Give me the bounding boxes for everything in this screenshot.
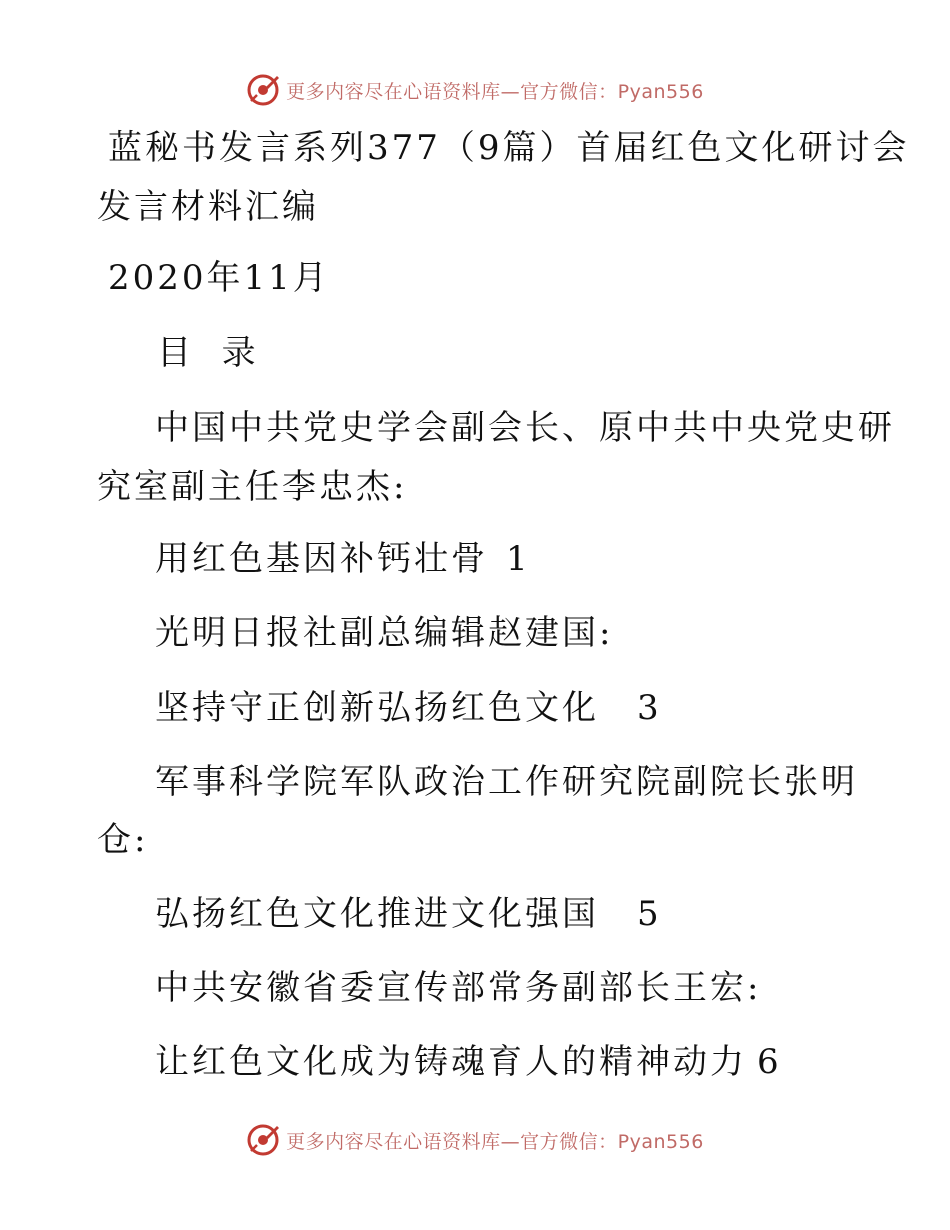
toc-entry-3-speaker-line-2: 仓: [97,820,149,860]
toc-entry-3-page: 5 [637,894,662,934]
toc-entry-3[interactable] [155,894,662,934]
toc-entry-2[interactable] [155,688,662,728]
toc-entry-2-page: 3 [637,688,662,728]
toc-entry-4-title: 让红色文化成为铸魂育人的精神动力 [155,1042,747,1082]
header-banner-content [246,73,704,107]
toc-entry-1-page: 1 [506,539,531,579]
document-title-line-2: 发言材料汇编 [97,187,319,227]
toc-entry-2-speaker-line-1: 光明日报社副总编辑赵建国: [155,613,614,653]
toc-entry-1[interactable] [155,539,531,579]
footer-banner-content [246,1123,704,1157]
toc-entry-1-title: 用红色基因补钙壮骨 [155,539,488,579]
toc-entry-1-speaker-line-1: 中国中共党史学会副会长、原中共中央党史研 [155,408,895,448]
quill-circle-logo-icon [246,1123,280,1157]
header-banner-text: 更多内容尽在心语资料库—官方微信：Pyan556 [286,80,704,103]
toc-entry-4-page: 6 [757,1042,782,1082]
toc-entry-3-speaker-line-1: 军事科学院军队政治工作研究院副院长张明 [155,762,858,802]
toc-entry-2-title: 坚持守正创新弘扬红色文化 [155,688,599,728]
footer-banner-text: 更多内容尽在心语资料库—官方微信：Pyan556 [286,1130,704,1153]
toc-entry-3-title: 弘扬红色文化推进文化强国 [155,894,599,934]
document-title-line-1: 蓝秘书发言系列377（9篇）首届红色文化研讨会 [108,128,910,168]
toc-heading: 目 录 [157,333,259,373]
toc-entry-4-speaker-line-1: 中共安徽省委宣传部常务副部长王宏: [155,968,762,1008]
toc-entry-4[interactable] [155,1042,782,1082]
quill-circle-logo-icon [246,73,280,107]
footer-banner [0,1120,950,1160]
toc-entry-1-speaker-line-2: 究室副主任李忠杰: [97,467,408,507]
document-date: 2020年11月 [108,258,330,298]
header-banner [0,70,950,110]
